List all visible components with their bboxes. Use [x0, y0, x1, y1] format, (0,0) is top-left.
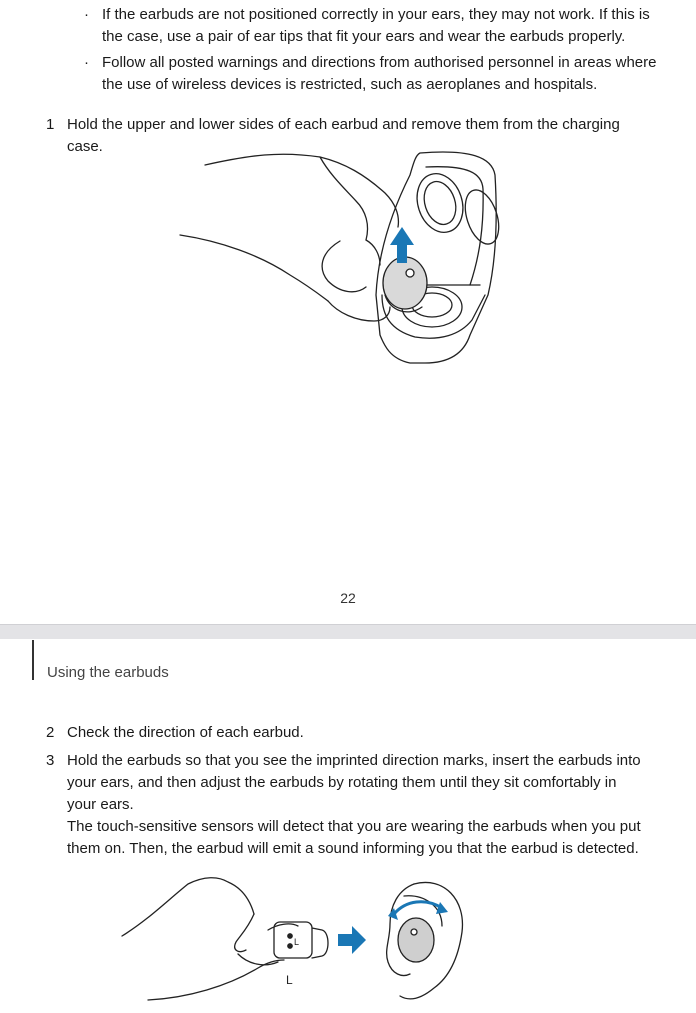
section-title: Using the earbuds — [47, 664, 169, 681]
bullet-item — [84, 4, 664, 48]
page-number: 22 — [340, 590, 356, 606]
step-text: Hold the upper and lower sides of each earbud and remove them from the charging case. — [67, 116, 620, 155]
step-number: 2 — [46, 724, 55, 741]
page-separator — [0, 624, 696, 639]
step-text: Hold the earbuds so that you see the imprinted direction marks, insert the earbuds into your ears, and then adjust the earbuds by rotating them until they sit comfortably in your ears. — [67, 752, 641, 813]
step-number: 1 — [46, 116, 55, 133]
earbud-direction-mark: L — [294, 937, 300, 947]
bullet-marker: · — [84, 6, 89, 23]
bullet-text: Follow all posted warnings and directions from authorised personnel in areas where the use of wireless devices is restricted, such as aeroplanes and hospitals. — [102, 54, 657, 93]
bullet-marker: · — [84, 54, 89, 71]
section-marker — [32, 640, 34, 680]
step-number: 3 — [46, 752, 55, 769]
warning-bullets — [84, 4, 664, 100]
bullet-text: If the earbuds are not positioned correctly in your ears, they may not work. If this is the case, use a pair of ear tips that fit your ears and wear the earbuds properly. — [102, 6, 650, 45]
bullet-item — [84, 52, 664, 96]
left-earbud-label: L — [286, 973, 293, 987]
remove-earbud-illustration — [170, 145, 500, 370]
step-3 — [46, 750, 646, 857]
step-note: The touch-sensitive sensors will detect that you are wearing the earbuds when you put them on. Then, the earbud will emit a sound informing you that the earbud is detected. — [67, 818, 641, 857]
step-text: Check the direction of each earbud. — [67, 724, 304, 741]
wear-earbud-illustration — [118, 870, 478, 1010]
